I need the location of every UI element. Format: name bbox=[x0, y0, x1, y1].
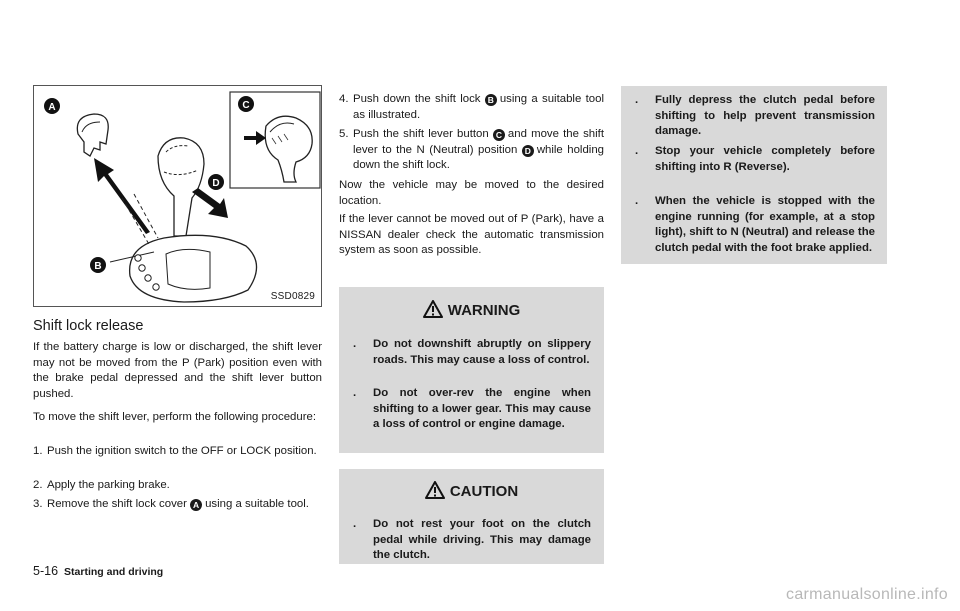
step-text-mid: and move the shift lever to the N (Neutral) position bbox=[353, 128, 604, 156]
step-number: 3. bbox=[33, 498, 43, 510]
badge-a: A bbox=[190, 499, 202, 511]
watermark: carmanualsonline.info bbox=[786, 586, 948, 603]
right-item-text: When the vehicle is stopped with the engine running (for example, at a stop light), shift to N (Neutral) and release the clutch pedal with the foot brake applied. bbox=[655, 195, 875, 254]
step-1 bbox=[33, 444, 322, 460]
clutch-caution-box bbox=[621, 86, 887, 264]
step-number: 1. bbox=[33, 445, 43, 457]
warning-item-1 bbox=[353, 337, 591, 368]
shift-lock-illustration bbox=[33, 85, 322, 307]
step-text: Push the ignition switch to the OFF or LOCK position. bbox=[47, 445, 317, 457]
badge-c: C bbox=[493, 129, 505, 141]
warning-header bbox=[339, 287, 604, 319]
label-c: C bbox=[242, 100, 250, 111]
caution-text: Do not rest your foot on the clutch pedal while driving. This may damage the clutch. bbox=[373, 518, 591, 561]
warning-text: Do not downshift abruptly on slippery roads. This may cause a loss of control. bbox=[373, 338, 591, 366]
label-c-badge bbox=[238, 96, 254, 112]
label-b: B bbox=[94, 261, 102, 272]
badge-b: B bbox=[485, 94, 497, 106]
caution-header bbox=[339, 469, 604, 500]
step-text: Remove the shift lock cover bbox=[47, 498, 187, 510]
step-text-end: using a suitable tool as illustrated. bbox=[353, 93, 604, 121]
step-4 bbox=[339, 92, 604, 123]
step-2 bbox=[33, 478, 322, 494]
bullet: . bbox=[635, 195, 639, 207]
step-number: 5. bbox=[339, 128, 349, 140]
page-number: 5-16 bbox=[33, 564, 59, 578]
after-text-2: If the lever cannot be moved out of P (Park), have a NISSAN dealer check the automatic transmission system as soon as possible. bbox=[339, 213, 604, 256]
warning-box bbox=[339, 287, 604, 453]
step-number: 4. bbox=[339, 93, 349, 105]
after-text-1: Now the vehicle may be moved to the desired location. bbox=[339, 179, 604, 207]
shift-lock-heading: Shift lock release bbox=[33, 318, 144, 334]
figure-code: SSD0829 bbox=[270, 291, 315, 302]
bullet: . bbox=[353, 518, 357, 530]
caution-item-1 bbox=[353, 517, 591, 564]
right-item-2 bbox=[635, 144, 875, 175]
bullet: . bbox=[353, 338, 357, 350]
warning-title: WARNING bbox=[447, 302, 521, 319]
step-text-end: while holding down the shift lock. bbox=[353, 143, 605, 171]
label-d-badge bbox=[208, 174, 224, 190]
step-3 bbox=[33, 497, 322, 513]
step-text: Push the shift lever button bbox=[353, 128, 489, 140]
step-number: 2. bbox=[33, 479, 43, 491]
caution-triangle-icon bbox=[425, 481, 445, 499]
caution-title: CAUTION bbox=[449, 483, 519, 500]
label-d: D bbox=[212, 178, 220, 189]
step-text: Apply the parking brake. bbox=[47, 479, 170, 491]
label-b-badge bbox=[90, 257, 106, 273]
badge-d: D bbox=[522, 145, 534, 157]
right-item-text: Fully depress the clutch pedal before shifting to help prevent transmission damage. bbox=[655, 94, 875, 137]
shift-lock-intro: If the battery charge is low or discharged, the shift lever may not be moved from the P (Park) position even with the brake pedal depressed and the shift lever button pushed. bbox=[33, 341, 322, 400]
bullet: . bbox=[635, 94, 639, 106]
bullet: . bbox=[353, 387, 357, 399]
step-text: Push down the shift lock bbox=[353, 93, 481, 105]
footer-section-name: Starting and driving bbox=[64, 566, 164, 578]
shift-lever-diagram bbox=[34, 86, 321, 306]
warning-text: Do not over-rev the engine when shifting to a lower gear. This may cause a loss of control or engine damage. bbox=[373, 387, 591, 430]
label-a: A bbox=[48, 102, 56, 113]
right-item-text: Stop your vehicle completely before shifting into R (Reverse). bbox=[655, 145, 875, 173]
bullet: . bbox=[635, 145, 639, 157]
step-text-end: using a suitable tool. bbox=[205, 498, 309, 510]
caution-box bbox=[339, 469, 604, 564]
warning-triangle-icon bbox=[423, 300, 443, 318]
step-5 bbox=[339, 127, 604, 174]
label-a-badge bbox=[44, 98, 60, 114]
procedure-intro: To move the shift lever, perform the following procedure: bbox=[33, 411, 317, 423]
warning-item-2 bbox=[353, 386, 591, 433]
right-item-1 bbox=[635, 93, 875, 140]
right-item-3 bbox=[635, 194, 875, 256]
page-footer bbox=[33, 564, 163, 578]
